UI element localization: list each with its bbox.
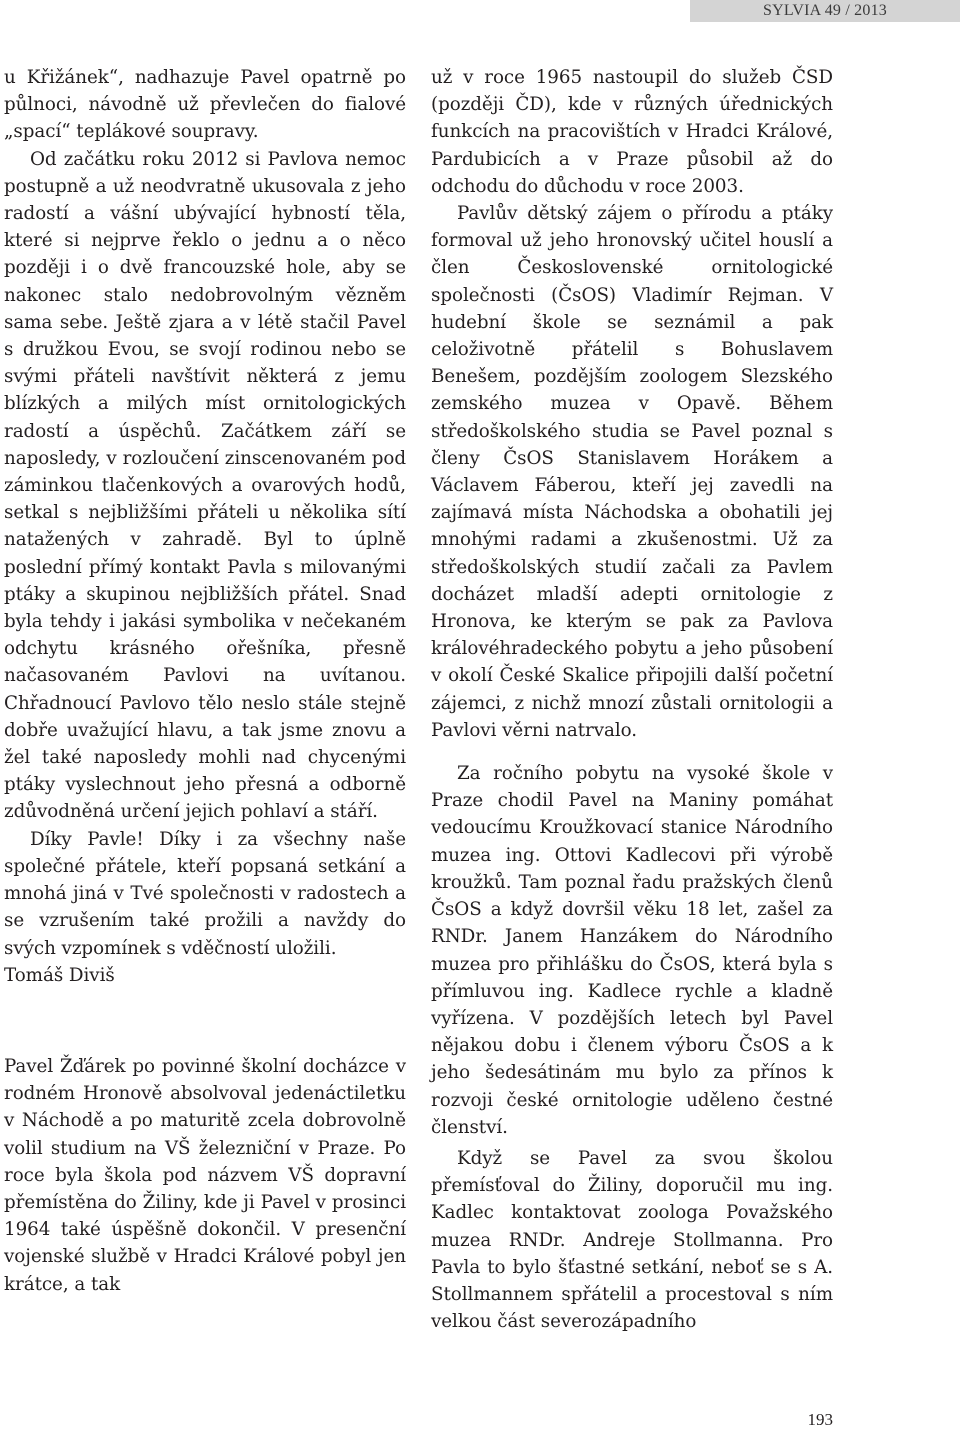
paragraph-career: už v roce 1965 nastoupil do služeb ČSD (později ČD), kde v různých úřednických funkcích na pracovištích v Hradci Králové, Pardubicích a v Praze působil až do odchodu do důchodu v roce 2003. [431, 67, 833, 197]
author-signature: Tomáš Diviš [4, 964, 115, 986]
paragraph-illness: Od začátku roku 2012 si Pavlova nemoc postupně a už neodvratně ukusovala z jeho radostí a vášní ubývající hybností těla, které si nejprve řeklo o jednu a o něco později i o dvě francouzské hole, aby se nakonec stalo nedobrovolným vězněm sama sebe. Ještě zjara a v létě stačil Pavel s družkou Evou, se svojí rodinou nebo se svými přáteli navštívit některá z jemu blízkých a milých míst ornitologických radostí a úspěchů. Začátkem září se naposledy, v rozloučení zinscenovaném pod záminkou tlačenkových a ovarových hodů, setkal s nejbližšími přáteli u několika sítí natažených v zahradě. Byl to úplně poslední přímý kontakt Pavla s milovanými ptáky a skupinou nejbližších přátel. Snad byla tehdy i jakási symbolika v nečekaném odchytu krásného ořešníka, přesně načasovaném Pavlovi na uvítanou. Chřadnoucí Pavlovo tělo neslo stále stejně dobře uvažující hlavu, a tak jsme znovu a žel také naposledy mohli nad chycenými ptáky vyslechnout jeho přesná a odborně zdůvodněná určení jejich pohlaví a stáří. [4, 148, 406, 823]
right-text-column [431, 64, 833, 1335]
journal-header-tab [690, 0, 960, 22]
paragraph-university-ringing: Za ročního pobytu na vysoké škole v Praze chodil Pavel na Maniny pomáhat vedoucímu Kroužkovací stanice Národního muzea ing. Ottovi Kadlecovi při výrobě kroužků. Tam poznal řadu pražských členů ČsOS a když dovršil věku 18 let, zašel za RNDr. Janem Hanzákem do Národního muzea pro přihlášku do ČsOS, která byla s přímluvou ing. Kadlece rychle a kladně vyřízena. V pozdějších letech byl Pavel nějakou dobu i členem výboru ČsOS a k jeho šedesátinám mu bylo za přínos k rozvoji české ornitologie uděleno čestné členství. [431, 763, 833, 1138]
paragraph-biography-start: Pavel Žďárek po povinné školní docházce v rodném Hronově absolvoval jedenáctiletku v Náchodě a po maturitě zcela dobrovolně volil studium na VŠ železniční v Praze. Po roce byla škola pod názvem VŠ dopravní přemístěna do Žiliny, kde ji Pavel v prosinci 1964 také úspěšně dokončil. V presenční vojenské službě v Hradci Králové pobyl jen krátce, a tak [4, 1055, 406, 1295]
journal-issue-label: SYLVIA 49 / 2013 [763, 2, 887, 19]
paragraph-zilina: Když se Pavel za svou školou přemísťoval do Žiliny, doporučil mu ing. Kadlec kontaktovat zoologa Považského muzea RNDr. Andreje Stollmanna. Pro Pavla to bylo šťastné setkání, neboť se s A. Stollmannem spřátelil a procestoval s ním velkou část severozápadního [431, 1147, 833, 1333]
page-number: 193 [807, 1410, 833, 1429]
paragraph-thanks: Díky Pavle! Díky i za všechny naše společné přátele, kteří popsaná setkání a mnohá jiná v Tvé společnosti v radostech a se vzrušením také prožili a navždy do svých vzpomínek s vděčností uložili. [4, 828, 406, 959]
paragraph-continued: u Křižánek“, nadhazuje Pavel opatrně po půlnoci, návodně už převlečen do fialové „spací“ teplákové soupravy. [4, 67, 406, 143]
left-text-column [4, 64, 406, 1298]
paragraph-childhood-interest: Pavlův dětský zájem o přírodu a ptáky formoval už jeho hronovský učitel houslí a člen Československé ornitologické společnosti (ČsOS) Vladimír Rejman. V hudební škole se seznámil a pak celoživotně přátelil s Bohuslavem Benešem, pozdějším zoologem Slezského zemského muzea v Opavě. Během středoškolského studia se Pavel poznal s členy ČsOS Stanislavem Horákem a Václavem Fáberou, kteří jej zavedli na zajímavá místa Náchodska a obohatili jej mnohými radami a zkušenostmi. Už za středoškolských studií začali za Pavlem docházet mladší adepti ornitologie z Hronova, ke kterým se pak za Pavlova královéhradeckého pobytu a jeho působení v okolí České Skalice připojili další početní zájemci, z nichž mnozí zůstali ornitologii a Pavlovi věrni natrvalo. [431, 203, 833, 741]
